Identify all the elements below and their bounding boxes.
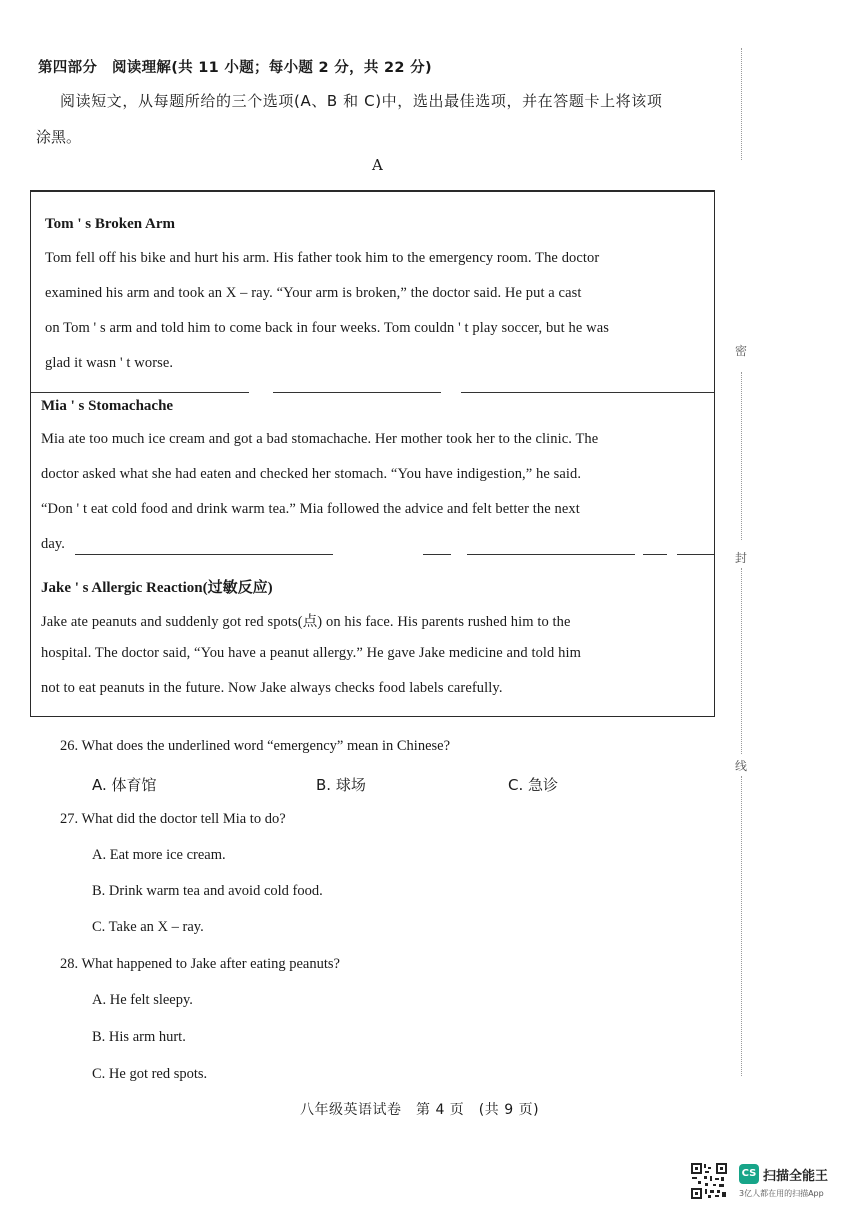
story-line: on Tom ' s arm and told him to come back in four weeks. Tom couldn ' t play soccer, but he was [45, 320, 609, 336]
story-line: examined his arm and took an X – ray. “Your arm is broken,” the doctor said. He put a cast [45, 285, 582, 301]
question-27: 27. What did the doctor tell Mia to do? [60, 811, 286, 827]
binding-dotted-line [741, 48, 742, 160]
option-28-c: C. He got red spots. [92, 1066, 208, 1082]
divider [423, 554, 451, 555]
binding-dotted-line [741, 372, 742, 540]
option-28-a: A. He felt sleepy. [92, 992, 193, 1008]
binding-dotted-line [741, 776, 742, 1076]
binding-mark-mi: 密 [735, 344, 748, 358]
camscanner-app-name: 扫描全能王 [763, 1169, 829, 1184]
divider [467, 554, 635, 555]
divider [31, 392, 249, 393]
story-line: hospital. The doctor said, “You have a peanut allergy.” He gave Jake medicine and told him [41, 645, 581, 661]
divider [461, 392, 714, 393]
instruction-line-2: 涂黑。 [36, 128, 82, 146]
camscanner-logo-icon: CS [739, 1164, 759, 1184]
story-title-tom: Tom ' s Broken Arm [45, 216, 176, 232]
divider [643, 554, 667, 555]
story-line: Tom fell off his bike and hurt his arm. His father took him to the emergency room. The doctor [45, 250, 600, 266]
page-footer: 八年级英语试卷 第 4 页 (共 9 页) [300, 1102, 540, 1118]
story-line: Mia ate too much ice cream and got a bad stomachache. Her mother took her to the clinic. The [41, 431, 599, 447]
divider [677, 554, 714, 555]
option-27-b: B. Drink warm tea and avoid cold food. [92, 883, 323, 899]
option-26-c: C. 急诊 [508, 776, 559, 794]
divider [75, 554, 333, 555]
question-26: 26. What does the underlined word “emergency” mean in Chinese? [60, 738, 451, 754]
story-title-mia: Mia ' s Stomachache [41, 398, 174, 414]
binding-mark-feng: 封 [735, 551, 748, 565]
story-line: Jake ate peanuts and suddenly got red spots(点) on his face. His parents rushed him to the [41, 614, 571, 630]
instruction-line-1: 阅读短文，从每题所给的三个选项(A、B 和 C)中，选出最佳选项，并在答题卡上将该项 [60, 92, 663, 110]
story-line: doctor asked what she had eaten and checked her stomach. “You have indigestion,” he said. [41, 466, 582, 482]
divider [273, 392, 441, 393]
option-26-a: A. 体育馆 [92, 776, 157, 794]
story-line: not to eat peanuts in the future. Now Jake always checks food labels carefully. [41, 680, 503, 696]
binding-dotted-line [741, 568, 742, 754]
story-title-jake: Jake ' s Allergic Reaction(过敏反应) [41, 580, 273, 596]
story-line: glad it wasn ' t worse. [45, 355, 174, 371]
question-28: 28. What happened to Jake after eating peanuts? [60, 956, 340, 972]
story-line: day. [41, 536, 66, 552]
story-line: “Don ' t eat cold food and drink warm tea.” Mia followed the advice and felt better the next [41, 501, 580, 517]
passage-box [30, 190, 715, 717]
camscanner-tagline: 3亿人都在用的扫描App [739, 1189, 824, 1198]
qr-code-icon [690, 1162, 728, 1200]
binding-mark-xian: 线 [735, 759, 748, 773]
section-heading: 第四部分 阅读理解(共 11 小题；每小题 2 分，共 22 分) [38, 60, 432, 76]
passage-label: A [372, 156, 383, 174]
option-26-b: B. 球场 [316, 776, 366, 794]
option-27-a: A. Eat more ice cream. [92, 847, 226, 863]
option-28-b: B. His arm hurt. [92, 1029, 186, 1045]
option-27-c: C. Take an X – ray. [92, 919, 204, 935]
